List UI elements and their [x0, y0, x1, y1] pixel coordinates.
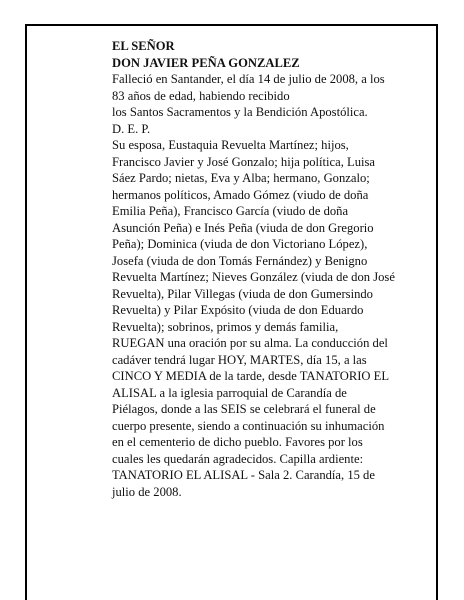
notice-line: cuales les quedarán agradecidos. Capilla ardiente:	[112, 451, 364, 466]
notice-line: Emilia Peña), Francisco García (viudo de doña	[112, 204, 349, 218]
notice-line: RUEGAN una oración por su alma. La conducción del	[112, 336, 388, 350]
notice-heading-name: DON JAVIER PEÑA GONZALEZ	[112, 55, 300, 70]
notice-line: ALISAL a la iglesia parroquial de Carandía de	[112, 385, 347, 400]
notice-line: Piélagos, donde a las SEIS se celebrará el funeral de	[112, 402, 376, 416]
notice-line: cuerpo presente, siendo a continuación su inhumación	[112, 418, 385, 433]
notice-line: los Santos Sacramentos y la Bendición Apostólica.	[112, 105, 368, 119]
notice-line: Francisco Javier y José Gonzalo; hija política, Luisa	[112, 154, 375, 169]
notice-line: en el cementerio de dicho pueblo. Favores por los	[112, 435, 363, 449]
notice-line: Su esposa, Eustaquia Revuelta Martínez; hijos,	[112, 138, 349, 152]
notice-line: Asunción Peña) e Inés Peña (viuda de don Gregorio	[112, 220, 374, 235]
notice-line: Revuelta Martínez; Nieves González (viuda de don José	[112, 270, 395, 284]
notice-line: Peña); Dominica (viuda de don Victoriano López),	[112, 237, 368, 251]
notice-line: cadáver tendrá lugar HOY, MARTES, día 15, a las	[112, 352, 367, 367]
notice-heading-title: EL SEÑOR	[112, 39, 175, 53]
notice-line: julio de 2008.	[112, 484, 182, 499]
notice-line: hermanos políticos, Amado Gómez (viudo de doña	[112, 187, 369, 202]
notice-line: Revuelta) y Pilar Expósito (viuda de don Eduardo	[112, 303, 364, 317]
notice-line: Sáez Pardo; nietas, Eva y Alba; hermano, Gonzalo;	[112, 171, 370, 185]
notice-line: D. E. P.	[112, 121, 151, 136]
notice-line: CINCO Y MEDIA de la tarde, desde TANATORIO EL	[112, 369, 390, 383]
notice-line: Josefa (viuda de don Tomás Fernández) y Benigno	[112, 253, 368, 268]
notice-line: TANATORIO EL ALISAL - Sala 2. Carandía, 15 de	[112, 468, 375, 482]
border-left-rule	[25, 24, 27, 600]
border-top-rule	[25, 24, 438, 26]
border-right-rule	[436, 24, 438, 600]
notice-line: 83 años de edad, habiendo recibido	[112, 88, 290, 103]
notice-line: Falleció en Santander, el día 14 de julio de 2008, a los	[112, 72, 385, 86]
notice-line: Revuelta); sobrinos, primos y demás familia,	[112, 319, 339, 334]
obituary-notice	[112, 38, 412, 500]
notice-line: Revuelta), Pilar Villegas (viuda de don Gumersindo	[112, 286, 373, 301]
